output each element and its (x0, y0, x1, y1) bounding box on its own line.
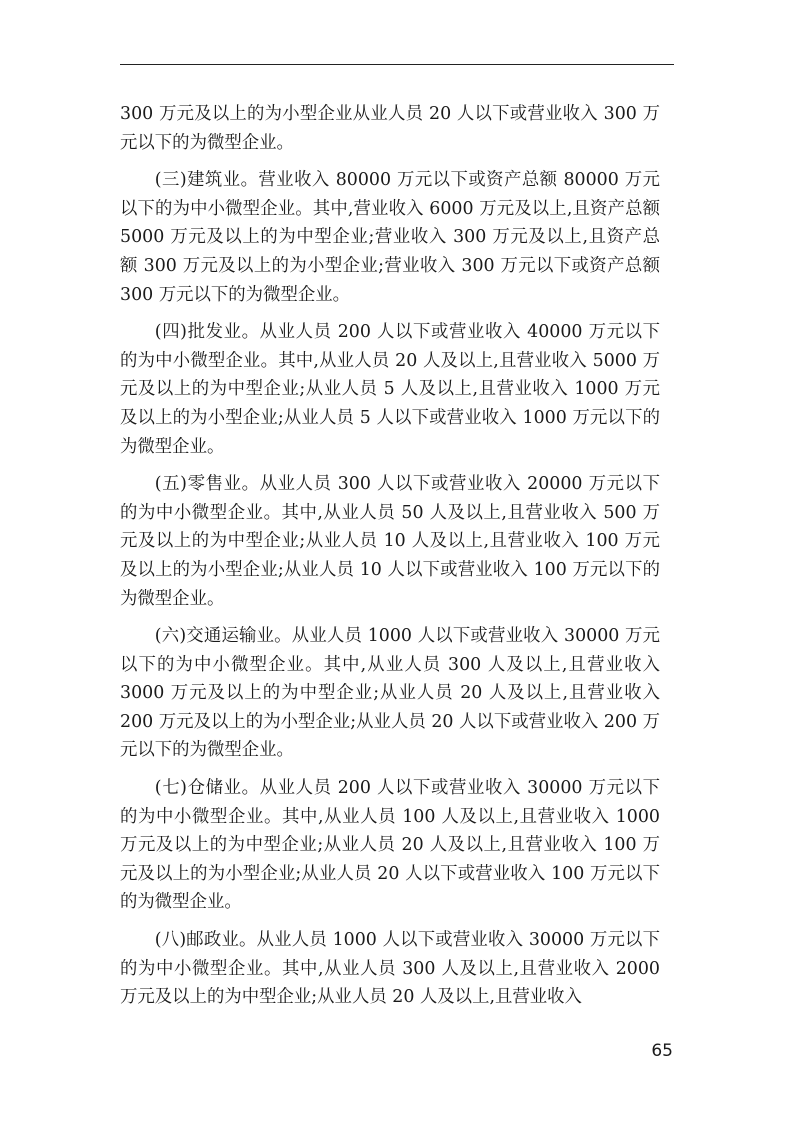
page-number: 65 (651, 1041, 673, 1061)
document-body (120, 100, 660, 1021)
paragraph-postal-industry: (八)邮政业。从业人员 1000 人以下或营业收入 30000 万元以下的为中小微型企业。其中,从业人员 300 人及以上,且营业收入 2000 万元及以上的为中型企业;从业人员 20 人及以上,且营业收入 (120, 930, 660, 1008)
paragraph-retail-industry: (五)零售业。从业人员 300 人以下或营业收入 20000 万元以下的为中小微型企业。其中,从业人员 50 人及以上,且营业收入 500 万元及以上的为中型企业;从业人员 10 人及以上,且营业收入 100 万元及以上的为小型企业;从业人员 10 人以下或营业收入 100 万元以下的为微型企业。 (120, 474, 660, 609)
paragraph-transportation-industry: (六)交通运输业。从业人员 1000 人以下或营业收入 30000 万元以下的为中小微型企业。其中,从业人员 300 人及以上,且营业收入 3000 万元及以上的为中型企业;从业人员 20 人及以上,且营业收入 200 万元及以上的为小型企业;从业人员 20 人以下或营业收入 200 万元以下的为微型企业。 (120, 626, 660, 761)
paragraph-wholesale-industry: (四)批发业。从业人员 200 人以下或营业收入 40000 万元以下的为中小微型企业。其中,从业人员 20 人及以上,且营业收入 5000 万元及以上的为中型企业;从业人员 5 人及以上,且营业收入 1000 万元及以上的为小型企业;从业人员 5 人以下或营业收入 1000 万元以下的为微型企业。 (120, 322, 660, 457)
paragraph-continuation: 300 万元及以上的为小型企业从业人员 20 人以下或营业收入 300 万元以下的为微型企业。 (120, 104, 660, 153)
paragraph-construction-industry: (三)建筑业。营业收入 80000 万元以下或资产总额 80000 万元以下的为中小微型企业。其中,营业收入 6000 万元及以上,且资产总额 5000 万元及以上的为中型企业;营业收入 300 万元及以上,且资产总额 300 万元及以上的为小型企业;营业收入 300 万元以下或资产总额 300 万元以下的为微型企业。 (120, 170, 660, 305)
paragraph-warehousing-industry: (七)仓储业。从业人员 200 人以下或营业收入 30000 万元以下的为中小微型企业。其中,从业人员 100 人及以上,且营业收入 1000 万元及以上的为中型企业;从业人员 20 人及以上,且营业收入 100 万元及以上的为小型企业;从业人员 20 人以下或营业收入 100 万元以下的为微型企业。 (120, 778, 660, 913)
header-rule (120, 64, 674, 65)
